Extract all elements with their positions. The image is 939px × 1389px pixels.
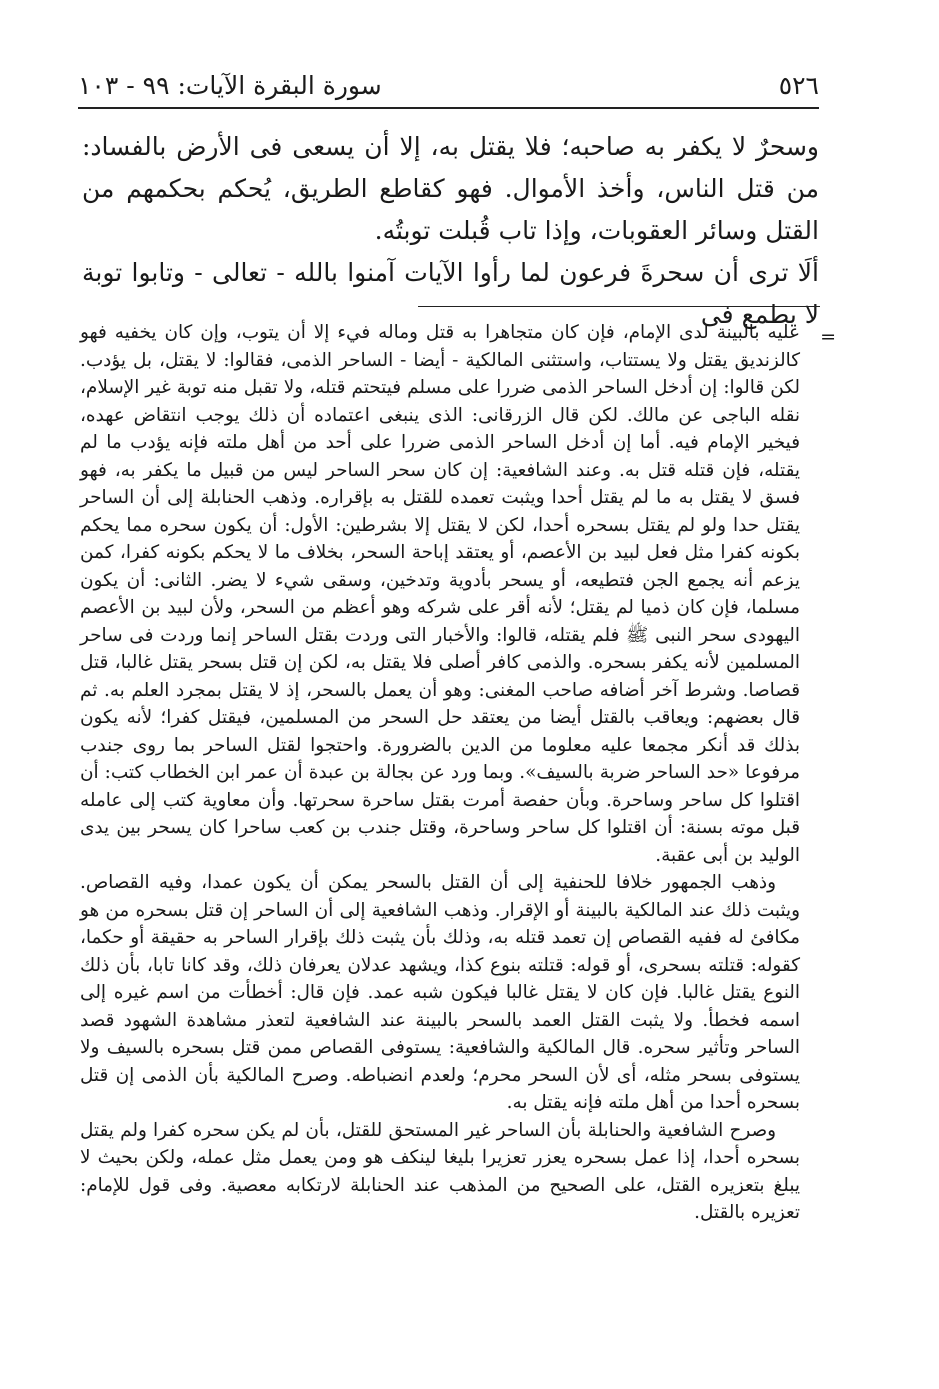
header-divider <box>78 107 819 109</box>
running-title: سورة البقرة الآيات: ٩٩ - ١٠٣ <box>78 71 382 100</box>
page-header <box>78 62 819 102</box>
main-paragraph: ألَا ترى أن سحرةَ فرعون لما رأوا الآيات آمنوا بالله - تعالى - وتابوا توبة لا يطمع فى <box>82 258 819 329</box>
footnote-paragraph: وذهب الجمهور خلافا للحنفية إلى أن القتل بالسحر يمكن أن يكون عمدا، وفيه القصاص. ويثبت ذلك عند المالكية بالبينة أو الإقرار. وذهب الشافعية إلى أن الساحر إن قتل بسحره من هو مكافئ له ففيه القصاص إن تعمد قتله به، وذلك بأن يثبت ذلك بإقرار الساحر به حقيقة أو حكما، كقوله: قتلته بسحرى، أو قوله: قتلته بنوع كذا، ويشهد عدلان يعرفان ذلك، وقد كانا تابا، بأن ذلك النوع يقتل غالبا. فإن كان لا يقتل غالبا فيكون شبه عمد. فإن قال: أخطأت من اسم غيره إلى اسمه فخطأ. ولا يثبت القتل العمد بالسحر بالبينة عند الشافعية لتعذر مشاهدة الشهود قصد الساحر وتأثير سحره. قال المالكية والشافعية: يستوفى القصاص ممن قتل بسحره بالسيف ولا يستوفى بسحر مثله، أى لأن السحر محرم؛ ولعدم انضباطه. وصرح المالكية بأن الذمى إن قتل بسحره أحدا من أهل ملته فإنه يقتل به. <box>80 872 800 1113</box>
main-text <box>82 126 819 336</box>
main-paragraph: وسحرٌ لا يكفر به صاحبه؛ فلا يقتل به، إلا أن يسعى فى الأرض بالفساد: من قتل الناس، وأخذ الأموال. فهو كقاطع الطريق، يُحكم بحكمهم من القتل وسائر العقوبات، وإذا تاب قُبلت توبتُه. <box>82 132 819 245</box>
footnote-divider <box>418 306 820 307</box>
footnote-paragraph: وصرح الشافعية والحنابلة بأن الساحر غير المستحق للقتل، بأن لم يكن سحره كفرا ولم يقتل بسحره أحدا، إذا عمل بسحره يعزر تعزيرا بليغا لينكف هو ومن يعمل مثل عمله، ولكن بحيث لا يبلغ بتعزيره القتل، على الصحيح من المذهب عند الحنابلة لارتكابه معصية. وفى قول للإمام: تعزيره بالقتل. <box>80 1119 800 1223</box>
footnotes <box>80 319 800 1227</box>
footnote-continuation-marker: = <box>820 326 836 348</box>
page-number: ٥٢٦ <box>778 71 819 100</box>
footnote-paragraph: عليه بالبينة لدى الإمام، فإن كان متجاهرا به قتل وماله فيء إلا أن يتوب، وإن كان يخفيه فهو كالزنديق يقتل ولا يستتاب، واستثنى المالكية - أيضا - الساحر الذمى، فقالوا: لا يقتل، بل يؤدب. لكن قالوا: إن أدخل الساحر الذمى ضررا على مسلم فيتحتم قتله، ولا تقبل منه توبة غير الإسلام، نقله الباجى عن مالك. لكن قال الزرقانى: الذى ينبغى اعتماده أن ذلك يوجب انتقاض عهده، فيخير الإمام فيه. أما إن أدخل الساحر الذمى ضررا على أحد من أهل ملته فإنه يؤدب ما لم يقتله، فإن قتله قتل به. وعند الشافعية: إن كان سحر الساحر ليس من قبيل ما يكفر به، فهو فسق لا يقتل به ما لم يقتل أحدا ويثبت تعمده للقتل به بإقراره. وذهب الحنابلة إلى أن الساحر يقتل حدا ولو لم يقتل بسحره أحدا، لكن لا يقتل إلا بشرطين: الأول: أن يكون سحره مما يحكم بكونه كفرا مثل فعل لبيد بن الأعصم، أو يعتقد إباحة السحر، بخلاف ما لا يحكم بكونه كفرا، كمن يزعم أنه يجمع الجن فتطيعه، أو يسحر بأدوية وتدخين، وسقى شيء لا يضر. الثانى: أن يكون مسلما، فإن كان ذميا لم يقتل؛ لأنه أقر على شركه وهو أعظم من السحر، ولأن لبيد بن الأعصم اليهودى سحر النبى ﷺ فلم يقتله، قالوا: والأخبار التى وردت بقتل الساحر إنما وردت فى ساحر المسلمين لأنه يكفر بسحره. والذمى كافر أصلى فلا يقتل به، لكن إن قتل بسحر يقتل غالبا، قتل قصاصا. وشرط آخر أضافه صاحب المغنى: وهو أن يعمل بالسحر، إذ لا يقتل بمجرد العلم به. ثم قال بعضهم: ويعاقب بالقتل أيضا من يعتقد حل السحر من المسلمين، فيقتل كفرا؛ لأنه يكون بذلك قد أنكر مجمعا عليه معلوما من الدين بالضرورة. واحتجوا لقتل الساحر بما روى جندب مرفوعا «حد الساحر ضربة بالسيف». وبما ورد عن بجالة بن عبدة أن عمر ابن الخطاب كتب: أن اقتلوا كل ساحر وساحرة. وبأن حفصة أمرت بقتل ساحرة سحرتها. وأن معاوية كتب إلى عامله قبل موته بسنة: أن اقتلوا كل ساحر وساحرة، وقتل جندب بن كعب ساحرا كان يسحر بين يدى الوليد بن أبى عقبة. <box>80 322 800 866</box>
